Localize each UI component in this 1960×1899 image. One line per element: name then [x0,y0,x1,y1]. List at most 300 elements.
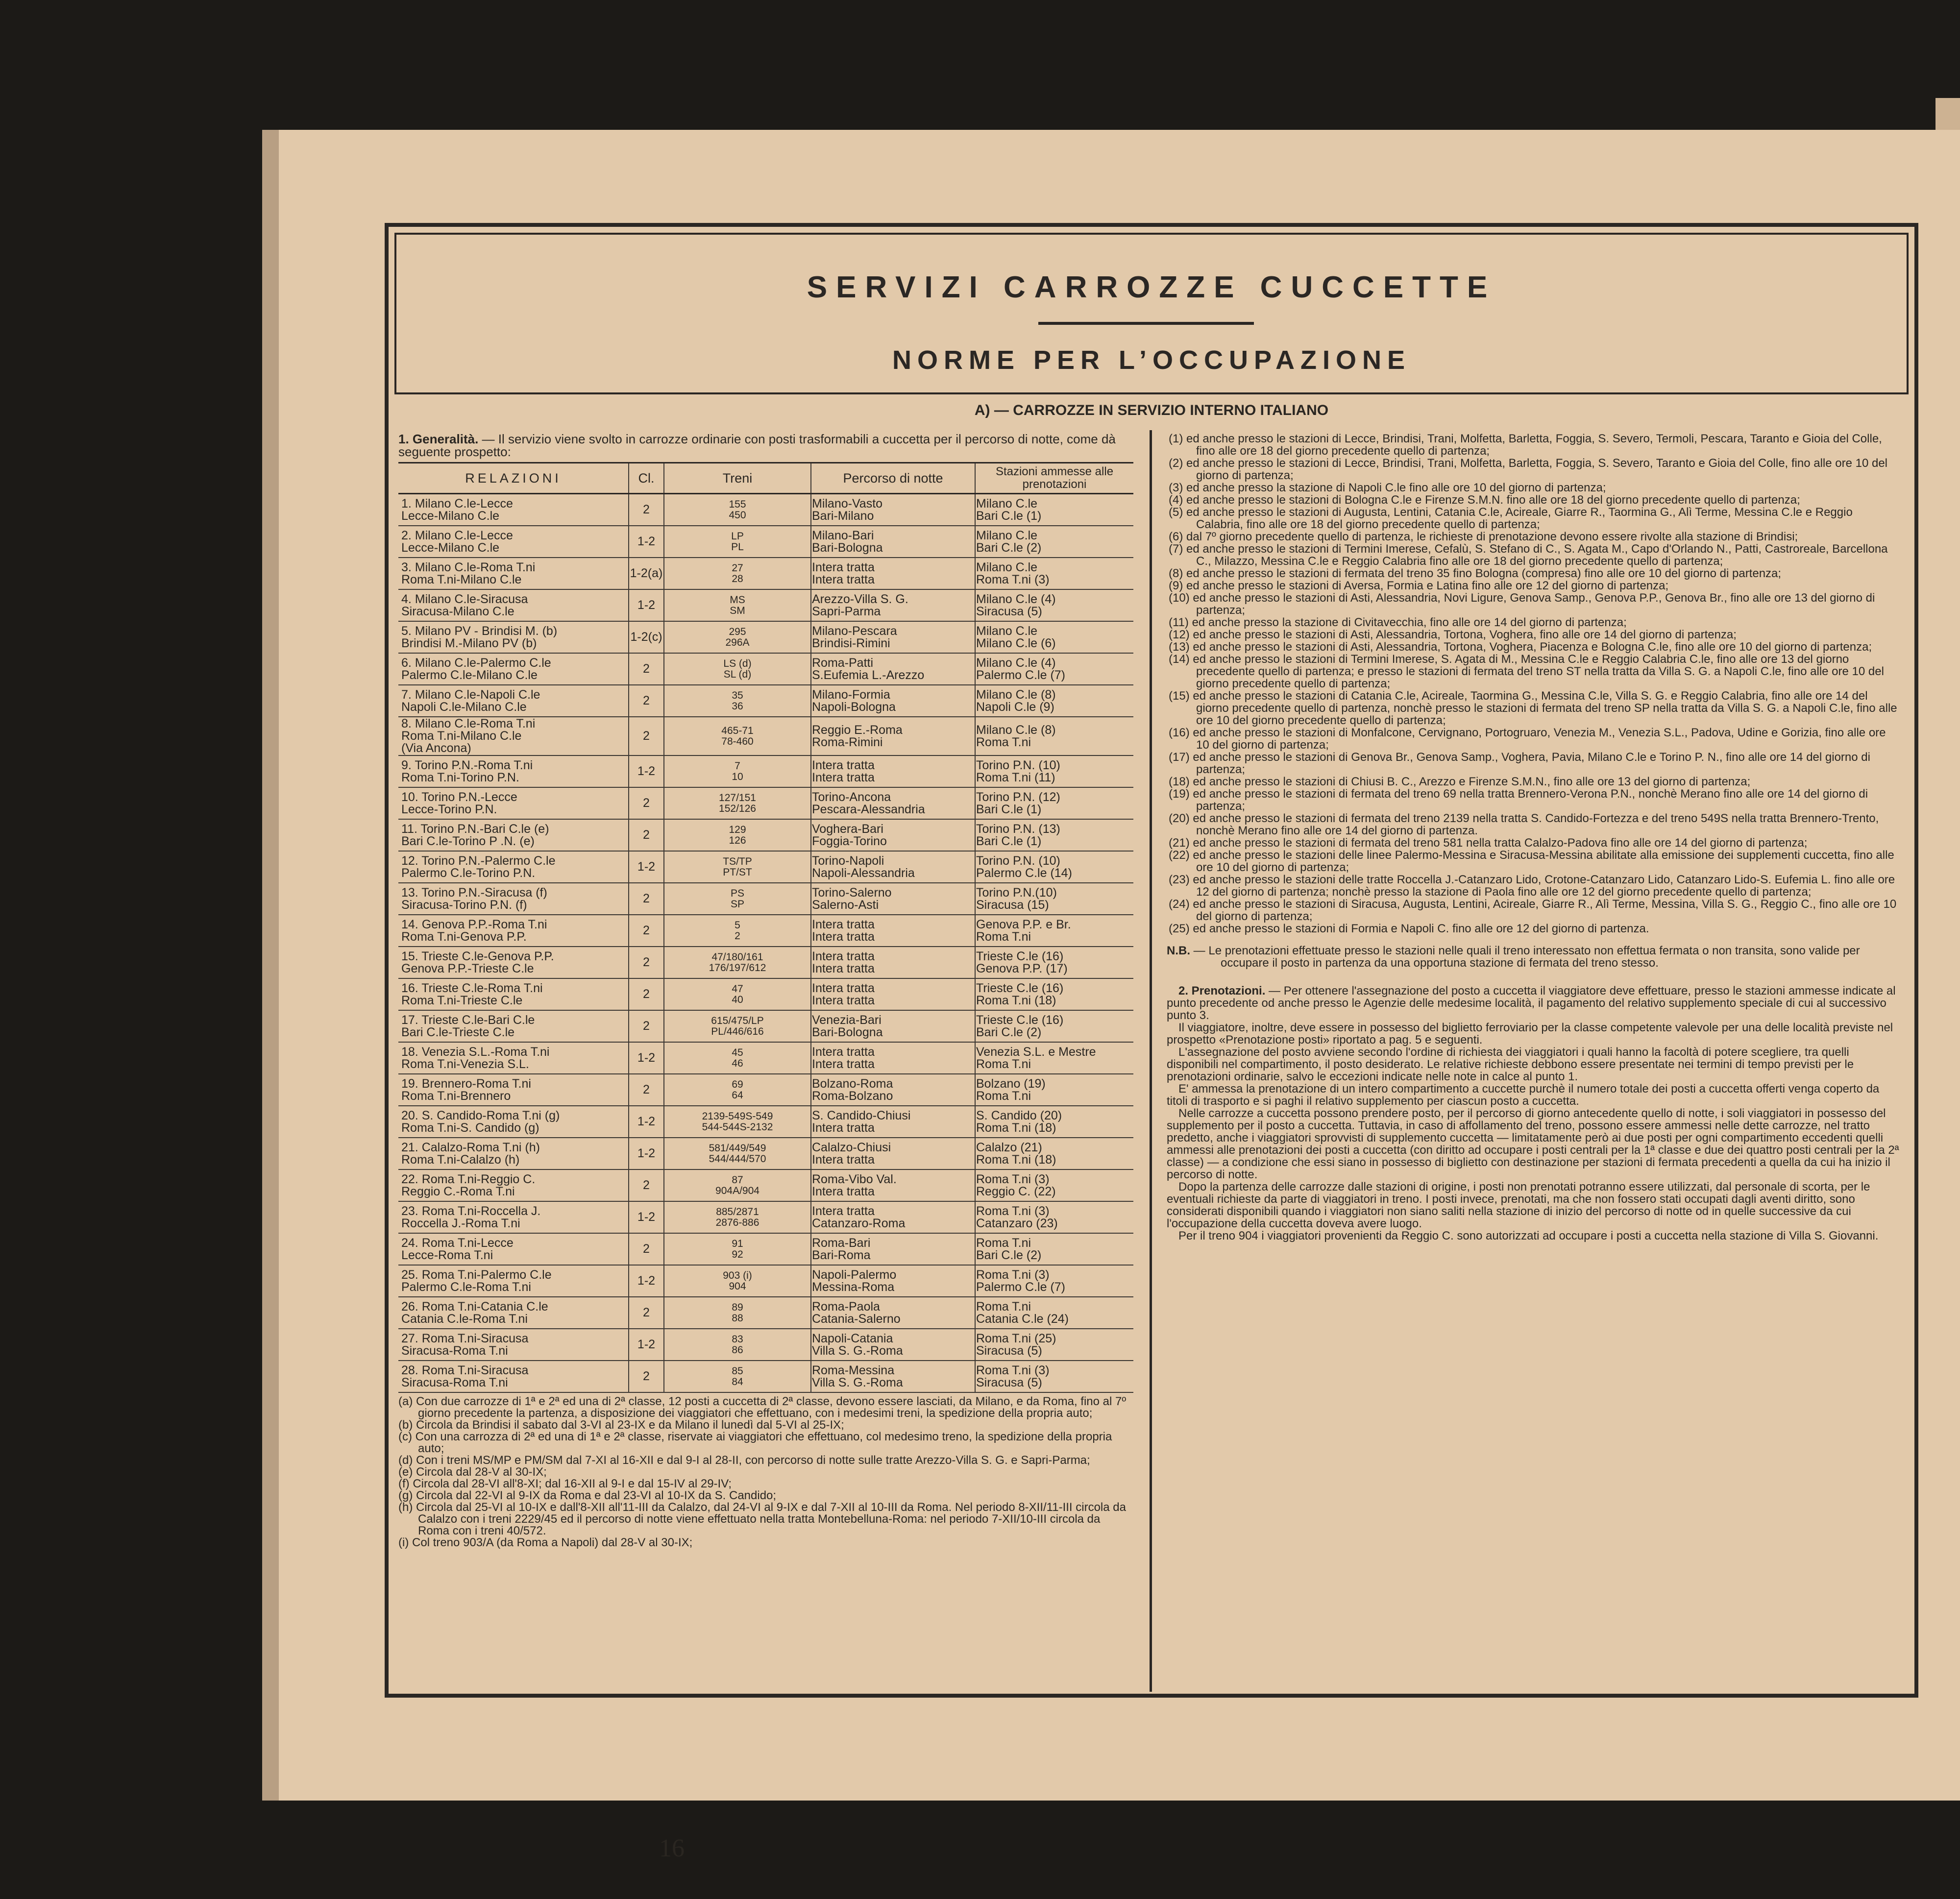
relation-cell-line: 2. Milano C.le-Lecce [401,528,513,542]
night-route-cell [811,1201,975,1233]
night-route-cell [811,589,975,621]
night-route-cell [811,755,975,787]
stations-cell [975,621,1133,653]
stations-cell [975,558,1133,589]
night-route-cell [811,819,975,851]
relation-cell-line: 24. Roma T.ni-Lecce [401,1236,514,1250]
station-footnote: (10) ed anche presso le stazioni di Asti, Alessandria, Novi Ligure, Genova Samp., Genova P.P., Genova Br., fino alle ore 13 del giorno di partenza; [1169,591,1875,617]
station-footnote: (22) ed anche presso le stazioni delle linee Palermo-Messina e Siracusa-Messina abilitate alla emissione dei supplementi cuccetta, fino alle ore 10 del giorno di partenza; [1169,849,1894,874]
stations-cell-line: Roma T.ni (3) [976,1204,1050,1218]
header-box [394,233,1909,394]
stations-cell-line: Roma T.ni (25) [976,1331,1056,1345]
stations-cell-line: Catanzaro (23) [976,1216,1058,1230]
night-route-cell-line: S. Candido-Chiusi [812,1108,911,1122]
trains-cell [664,621,811,653]
night-route-cell-line: Napoli-Catania [812,1331,893,1345]
trains-cell-line: 2139-549S-549 [702,1110,773,1122]
table-row [398,494,1133,526]
section-2-text: Nelle carrozze a cuccetta possono prendere posto, per il percorso di giorno antecedente quello di notte, i soli viaggiatori in possesso del supplemento per il posto a cuccetta. Tuttavia, in caso di affollamento del treno, possono essere ammessi nelle dette carrozze, nel tratto predetto, anche i viaggiatori sprovvisti di supplemento cuccetta — limitatamente però ai due posti per ogni compartimento eccedenti quelli ammessi alle prenotazioni dei posti a cuccetta (con diritto ad occupare i posti centrali per la 1ª classe e due dei quattro posti centrali per la 2ª classe) — a condizione che essi siano in possesso di biglietto con destinazione per stazioni di fermata precedenti a quella da cui ha inizio il percorso di notte. [1167,1107,1899,1181]
trains-cell [664,1361,811,1392]
station-footnote: (1) ed anche presso le stazioni di Lecce, Brindisi, Trani, Molfetta, Barletta, Foggia, S. Severo, Termoli, Pescara, Taranto e Gioia del Colle, fino alle ore 18 del giorno precedente quello di partenza; [1169,432,1882,458]
night-route-cell-line: Roma-Patti [812,656,874,670]
trains-cell-line: 465-71 [721,725,754,736]
table-footnote: (b) Circola da Brindisi il sabato dal 3-VI al 23-IX e da Milano il lunedì dal 5-VI al 25-IX; [398,1418,844,1432]
relation-cell [398,787,629,819]
table-row [398,819,1133,851]
night-route-cell-line: Catanzaro-Roma [812,1216,906,1230]
stations-cell [975,1169,1133,1201]
class-cell: 2 [629,883,664,915]
relation-cell [398,1361,629,1392]
table-row [398,1233,1133,1265]
night-route-cell-line: Bari-Roma [812,1248,871,1262]
relation-cell-line: 10. Torino P.N.-Lecce [401,790,517,804]
trains-cell-line: 129 [729,824,746,835]
trains-cell-line: 2876-886 [715,1217,760,1228]
section-2-paragraph [1167,985,1902,1022]
station-footnote: (21) ed anche presso le stazioni di fermata del treno 581 nella tratta Calalzo-Padova fino alle ore 14 del giorno di partenza; [1169,836,1808,850]
trains-cell [664,1329,811,1361]
trains-cell [664,494,811,526]
relation-cell-line: Bari C.le-Trieste C.le [401,1025,515,1039]
stations-cell [975,1233,1133,1265]
class-cell: 2 [629,1297,664,1329]
relation-cell-line: 20. S. Candido-Roma T.ni (g) [401,1108,560,1122]
relation-cell-line: Palermo C.le-Torino P.N. [401,866,536,880]
stations-cell-line: Milano C.le (8) [976,687,1056,702]
relations-table [398,462,1133,1393]
table-row [398,1201,1133,1233]
relation-cell-line: 11. Torino P.N.-Bari C.le (e) [401,822,549,836]
relation-cell [398,494,629,526]
relation-cell [398,1233,629,1265]
station-footnote: (8) ed anche presso le stazioni di fermata del treno 35 fino Bologna (compresa) fino alle ore 10 del giorno di partenza; [1169,567,1782,580]
stations-cell-line: Roma T.ni [976,735,1031,749]
trains-cell-line: 296A [725,636,750,648]
station-footnote: (12) ed anche presso le stazioni di Asti, Alessandria, Tortona, Voghera, fino alle ore 14 del giorno di partenza; [1169,628,1737,641]
trains-cell-line: 176/197/612 [709,962,766,974]
trains-cell-line: 64 [732,1089,743,1101]
night-route-cell-line: Roma-Bari [812,1236,871,1250]
trains-cell-line: PS [730,887,744,899]
section-a-title: A) — CARROZZE IN SERVIZIO INTERNO ITALIANO [974,402,1329,418]
night-route-cell-line: Pescara-Alessandria [812,802,925,816]
trains-cell-line: 84 [732,1376,743,1388]
trains-cell-line: 28 [732,573,743,584]
night-route-cell-line: Villa S. G.-Roma [812,1375,903,1389]
relation-cell-line: 17. Trieste C.le-Bari C.le [401,1013,535,1027]
night-route-cell-line: Brindisi-Rimini [812,636,890,650]
trains-cell-line: 86 [732,1344,743,1356]
stations-cell-line: Napoli C.le (9) [976,700,1054,714]
trains-cell-line: 885/2871 [716,1206,759,1217]
night-route-cell-line: Bari-Milano [812,509,874,523]
night-route-cell-line: Roma-Bolzano [812,1089,893,1103]
class-cell: 1-2(c) [629,621,664,653]
class-cell: 1-2(a) [629,558,664,589]
stations-cell [975,1361,1133,1392]
night-route-cell-line: Catania-Salerno [812,1312,901,1326]
trains-cell-line: SP [730,898,744,910]
trains-cell [664,558,811,589]
title-divider [1038,322,1254,325]
night-route-cell-line: Napoli-Alessandria [812,866,915,880]
relation-cell-line: Siracusa-Roma T.ni [401,1343,508,1358]
trains-cell [664,883,811,915]
relation-cell-line: 5. Milano PV - Brindisi M. (b) [401,624,558,638]
relation-cell [398,685,629,717]
section-2-paragraph [1167,1046,1902,1083]
relation-cell [398,915,629,947]
trains-cell-line: PL/446/616 [711,1025,764,1037]
intro-text: — Il servizio viene svolto in carrozze ordinarie con posti trasformabili a cuccetta per il percorso di notte, come dà seguente prospetto: [398,432,1116,459]
stations-cell-line: Bari C.le (2) [976,1025,1042,1039]
relation-cell [398,526,629,558]
night-route-cell-line: Intera tratta [812,1057,875,1071]
trains-cell-line: 27 [732,562,743,574]
night-route-cell [811,717,975,755]
trains-cell-line: 88 [732,1312,743,1324]
stations-cell [975,1042,1133,1074]
trains-cell-line: 615/475/LP [711,1015,764,1026]
right-column [1167,433,1902,1242]
night-route-cell [811,685,975,717]
relation-cell-line: 9. Torino P.N.-Roma T.ni [401,758,533,772]
night-route-cell-line: Venezia-Bari [812,1013,882,1027]
stations-cell-line: Roma T.ni (3) [976,572,1050,586]
relation-cell [398,621,629,653]
station-footnote: (19) ed anche presso le stazioni di fermata del treno 69 nella tratta Brennero-Verona P.N., nonchè Merano fino alle ore 14 del giorno di partenza; [1169,787,1868,813]
trains-cell-line: 7 [735,760,740,772]
stations-cell [975,819,1133,851]
station-footnote: (25) ed anche presso le stazioni di Formia e Napoli C. fino alle ore 12 del giorno di partenza. [1169,922,1649,935]
stations-cell [975,1201,1133,1233]
stations-cell [975,787,1133,819]
station-footnote: (14) ed anche presso le stazioni di Termini Imerese, S. Agata di M., Messina C.le e Reggio Calabria C.le, fino alle ore 13 del giorno precedente quello di partenza; e presso le stazioni di fermata del treno ST nella tratta da Villa S. G. a Napoli C.le, fino alle ore 10 del giorno precedente quello di partenza; [1169,653,1884,690]
trains-cell [664,526,811,558]
table-footnote: (e) Circola dal 28-V al 30-IX; [398,1465,547,1479]
relation-cell-line: Roma T.ni-Calalzo (h) [401,1152,520,1167]
night-route-cell-line: Roma-Vibo Val. [812,1172,897,1186]
class-cell: 1-2 [629,589,664,621]
table-row [398,755,1133,787]
night-route-cell-line: Intera tratta [812,929,875,944]
column-header: Stazioni ammesse alle prenotazioni [975,463,1133,494]
night-route-cell [811,915,975,947]
section-2-prenotazioni [1167,985,1902,1242]
page-number: 16 [659,1834,685,1862]
night-route-cell-line: Intera tratta [812,1045,875,1059]
trains-cell-line: 903 (i) [723,1269,752,1281]
table-row [398,653,1133,685]
station-footnotes [1167,433,1902,935]
stations-cell-line: Genova P.P. (17) [976,961,1068,975]
table-row [398,1106,1133,1138]
relation-cell-line: 13. Torino P.N.-Siracusa (f) [401,885,547,900]
stations-cell [975,1138,1133,1169]
trains-cell [664,1297,811,1329]
night-route-cell-line: Roma-Messina [812,1363,895,1377]
relation-cell-line: Siracusa-Roma T.ni [401,1375,508,1389]
relation-cell-line: 22. Roma T.ni-Reggio C. [401,1172,536,1186]
stations-cell-line: Torino P.N. (10) [976,758,1060,772]
stations-cell-line: Roma T.ni (18) [976,1152,1056,1167]
section-2-paragraph [1167,1230,1902,1242]
stations-cell-line: Roma T.ni (11) [976,770,1055,784]
trains-cell-line: PL [731,541,744,553]
content-frame [385,223,1918,1698]
stations-cell-line: Roma T.ni [976,1299,1031,1314]
relation-cell [398,978,629,1010]
stations-cell-line: Siracusa (5) [976,1375,1042,1389]
trains-cell-line: 35 [732,689,743,701]
night-route-cell-line: Reggio E.-Roma [812,723,903,737]
class-cell: 2 [629,494,664,526]
relation-cell-line: 26. Roma T.ni-Catania C.le [401,1299,548,1314]
station-footnote: (17) ed anche presso le stazioni di Genova Br., Genova Samp., Voghera, Pavia, Milano C.le e Torino P. N., fino alle ore 14 del giorno di partenza; [1169,751,1870,776]
night-route-cell-line: Intera tratta [812,1152,875,1167]
table-row [398,621,1133,653]
section-2-heading: 2. Prenotazioni. [1178,984,1266,998]
stations-cell [975,755,1133,787]
column-divider [1150,430,1152,1692]
stations-cell-line: Torino P.N. (13) [976,822,1060,836]
relation-cell [398,1106,629,1138]
trains-cell-line: 5 [735,919,740,931]
class-cell: 1-2 [629,1201,664,1233]
relation-cell [398,1042,629,1074]
section-2-text: L'assegnazione del posto avviene secondo l'ordine di richiesta dei viaggiatori i quali hanno la facoltà di potere scegliere, tra quelli disponibili nel compartimento, il posto desiderato. Le relative richieste debbono essere presentate nei termini di tempo previsti per le prenotazioni ordinarie, salvo le eccezioni indicate nelle note in calce al punto 1. [1167,1046,1854,1083]
page-subtitle: NORME PER L’OCCUPAZIONE [892,345,1411,375]
night-route-cell-line: Bari-Bologna [812,1025,883,1039]
nb-text: — Le prenotazioni effettuate presso le stazioni nelle quali il treno interessato non effettua fermata o non transita, sono valide per occupare il posto in partenza da una opportuna stazione di fermata del treno stesso. [1193,944,1860,970]
night-route-cell [811,526,975,558]
relation-cell-line: Napoli C.le-Milano C.le [401,700,527,714]
class-cell: 2 [629,685,664,717]
stations-cell-line: Roma T.ni (18) [976,1120,1056,1135]
stations-cell [975,851,1133,883]
table-row [398,1297,1133,1329]
class-cell: 2 [629,787,664,819]
relation-cell [398,947,629,978]
trains-cell-line: 69 [732,1078,743,1090]
table-footnote: (a) Con due carrozze di 1ª e 2ª ed una di 2ª classe, 12 posti a cuccetta di 2ª classe, devono essere lasciati, da Milano, e da Roma, fino al 7º giorno precedente la partenza, a disposizione dei viaggiatori che effettuano, con i medesimi treni, la spedizione della propria auto; [398,1395,1127,1420]
relation-cell-line: 21. Calalzo-Roma T.ni (h) [401,1140,540,1154]
trains-cell-line: 92 [732,1248,743,1260]
station-footnote: (13) ed anche presso le stazioni di Asti, Alessandria, Tortona, Voghera, Piacenza e Bologna C.le, fino alle ore 10 del giorno di partenza; [1169,640,1872,654]
relation-cell [398,717,629,755]
page-gutter [262,130,279,1801]
trains-cell [664,915,811,947]
table-row [398,1361,1133,1392]
night-route-cell-line: Intera tratta [812,770,875,784]
class-cell: 1-2 [629,1106,664,1138]
class-cell: 2 [629,915,664,947]
relation-cell-line: Genova P.P.-Trieste C.le [401,961,534,975]
relation-cell [398,1201,629,1233]
trains-cell-line: 10 [732,771,743,782]
night-route-cell-line: Torino-Salerno [812,885,892,900]
section-2-paragraph [1167,1181,1902,1230]
nb-note [1167,945,1902,969]
column-header: Cl. [629,463,664,494]
trains-cell-line: 85 [732,1365,743,1377]
night-route-cell [811,1138,975,1169]
table-row [398,717,1133,755]
stations-cell-line: Trieste C.le (16) [976,949,1064,963]
night-route-cell [811,1010,975,1042]
relation-cell-line: Lecce-Milano C.le [401,540,500,555]
trains-cell-line: 155 [729,498,746,510]
trains-cell [664,851,811,883]
stations-cell-line: Palermo C.le (7) [976,1280,1065,1294]
trains-cell [664,685,811,717]
class-cell: 1-2 [629,1265,664,1297]
table-footnote: (g) Circola dal 22-VI al 9-IX da Roma e dal 23-VI al 10-IX da S. Candido; [398,1489,777,1502]
stations-cell-line: Milano C.le (4) [976,656,1056,670]
table-body [398,494,1133,1393]
night-route-cell-line: Intera tratta [812,1204,875,1218]
relation-cell-line: 19. Brennero-Roma T.ni [401,1076,531,1091]
relation-cell-line: Brindisi M.-Milano PV (b) [401,636,537,650]
relation-cell-line: Roma T.ni-Venezia S.L. [401,1057,529,1071]
relation-cell-line: 4. Milano C.le-Siracusa [401,592,528,606]
relation-cell-line: Lecce-Milano C.le [401,509,500,523]
trains-cell [664,1265,811,1297]
class-cell: 1-2 [629,1329,664,1361]
stations-cell [975,978,1133,1010]
class-cell: 2 [629,819,664,851]
night-route-cell-line: Torino-Napoli [812,853,884,868]
night-route-cell-line: Milano-Bari [812,528,874,542]
relation-cell [398,1297,629,1329]
relation-cell [398,653,629,685]
relation-cell-line: 18. Venezia S.L.-Roma T.ni [401,1045,550,1059]
relation-cell-line: 6. Milano C.le-Palermo C.le [401,656,551,670]
stations-cell-line: Bari C.le (2) [976,1248,1042,1262]
stations-cell-line: Roma T.ni (3) [976,1172,1050,1186]
night-route-cell [811,1106,975,1138]
class-cell: 2 [629,1010,664,1042]
night-route-cell [811,883,975,915]
trains-cell-line: 295 [729,626,746,637]
trains-cell [664,819,811,851]
relation-cell-line: Catania C.le-Roma T.ni [401,1312,528,1326]
class-cell: 2 [629,978,664,1010]
trains-cell-line: 45 [732,1047,743,1058]
relation-cell [398,1329,629,1361]
relation-cell-line: Siracusa-Torino P.N. (f) [401,898,527,912]
station-footnote: (18) ed anche presso le stazioni di Chiusi B. C., Arezzo e Firenze S.M.N., fino alle ore 13 del giorno di partenza; [1169,775,1751,788]
relation-cell [398,883,629,915]
station-footnote: (20) ed anche presso le stazioni di fermata del treno 2139 nella tratta S. Candido-Fortezza e del treno 549S nella tratta Brennero-Trento, nonchè Merano fino alle ore 14 del giorno di partenza. [1169,812,1879,837]
table-row [398,1010,1133,1042]
trains-cell-line: 152/126 [719,803,756,814]
station-footnote: (23) ed anche presso le stazioni delle tratte Roccella J.-Catanzaro Lido, Crotone-Catanzaro Lido, Catanzaro Lido-S. Eufemia L. fino alle ore 12 del giorno di partenza; nonchè presso la stazione di Paola fino alle ore 12 del giorno precedente quello di partenza; [1169,873,1895,899]
table-row [398,883,1133,915]
stations-cell-line: Catania C.le (24) [976,1312,1069,1326]
table-header-row [398,463,1133,494]
trains-cell-line: 47/180/161 [711,951,763,963]
night-route-cell [811,1169,975,1201]
trains-cell-line: 544/444/570 [709,1153,766,1165]
station-footnote: (24) ed anche presso le stazioni di Siracusa, Augusta, Lentini, Acireale, Giarre R., Alì Terme, Messina, Villa S. G., Reggio C., fino alle ore 10 del giorno di partenza; [1169,898,1897,923]
stations-cell [975,1329,1133,1361]
stations-cell-line: Bari C.le (1) [976,802,1042,816]
stations-cell-line: Siracusa (5) [976,604,1042,618]
stations-cell-line: Bari C.le (2) [976,540,1042,555]
night-route-cell [811,1297,975,1329]
stations-cell-line: Milano C.le (6) [976,636,1056,650]
relation-cell-line: Roccella J.-Roma T.ni [401,1216,520,1230]
class-cell: 2 [629,717,664,755]
station-footnote: (2) ed anche presso le stazioni di Lecce, Brindisi, Trani, Molfetta, Barletta, Foggia, S. Severo, Taranto e Gioia del Colle, fino alle ore 10 del giorno di partenza; [1169,457,1888,482]
night-route-cell [811,851,975,883]
trains-cell-line: LS (d) [723,657,752,669]
section-2-text: Il viaggiatore, inoltre, deve essere in possesso del biglietto ferroviario per la classe competente valevole per una delle località previste nel prospetto «Prenotazione posti» riportato a pag. 5 e seguenti. [1167,1021,1893,1047]
trains-cell [664,1169,811,1201]
night-route-cell-line: Intera tratta [812,1120,875,1135]
trains-cell [664,1074,811,1106]
night-route-cell-line: Intera tratta [812,981,875,995]
night-route-cell [811,978,975,1010]
relation-cell [398,1010,629,1042]
station-footnote: (3) ed anche presso la stazione di Napoli C.le fino alle ore 10 del giorno di partenza; [1169,481,1606,494]
night-route-cell-line: Intera tratta [812,993,875,1007]
night-route-cell-line: Intera tratta [812,560,875,574]
stations-cell-line: Milano C.le [976,560,1038,574]
night-route-cell-line: Calalzo-Chiusi [812,1140,891,1154]
stations-cell [975,717,1133,755]
trains-cell [664,1233,811,1265]
table-footnotes [398,1396,1133,1549]
class-cell: 1-2 [629,851,664,883]
stations-cell [975,526,1133,558]
section-2-text: — Per ottenere l'assegnazione del posto a cuccetta il viaggiatore deve effettuare, presso le stazioni ammesse indicate al punto precedente od anche presso le Agenzie delle medesime località, il pagamento del relativo supplemento speciale di cui al successivo punto 3. [1167,984,1896,1022]
section-2-text: Dopo la partenza delle carrozze dalle stazioni di origine, i posti non prenotati potranno essere utilizzati, dal personale di scorta, per le eventuali richieste da parte di viaggiatori in treno. I posti invece, prenotati, ma che non fossero stati occupati dagli aventi diritto, sono considerati disponibili quando i viaggiatori non siano saliti nella stazione di inizio del percorso di notte od in quelle successive da cui l'occupazione della cuccetta doveva avere luogo. [1167,1180,1870,1230]
night-route-cell [811,558,975,589]
table-row [398,1265,1133,1297]
trains-cell-line: 83 [732,1333,743,1345]
relation-cell-line: Roma T.ni-Torino P.N. [401,770,519,784]
table-row [398,589,1133,621]
trains-cell-line: 47 [732,983,743,995]
stations-cell-line: Milano C.le [976,528,1038,542]
trains-cell-line: 78-460 [721,735,754,747]
stations-cell-line: Siracusa (15) [976,898,1049,912]
stations-cell [975,1106,1133,1138]
table-row [398,1138,1133,1169]
stations-cell-line: Milano C.le [976,496,1038,511]
relation-cell-line: 25. Roma T.ni-Palermo C.le [401,1267,552,1282]
night-route-cell-line: Napoli-Palermo [812,1267,897,1282]
station-footnote: (4) ed anche presso le stazioni di Bologna C.le e Firenze S.M.N. fino alle ore 18 del giorno precedente quello di partenza; [1169,493,1800,507]
relation-cell [398,1265,629,1297]
relation-cell-line: 28. Roma T.ni-Siracusa [401,1363,529,1377]
night-route-cell [811,947,975,978]
page-title: SERVIZI CARROZZE CUCCETTE [807,270,1496,304]
trains-cell [664,1010,811,1042]
table-footnote: (h) Circola dal 25-VI al 10-IX e dall'8-XII all'11-III da Calalzo, dal 24-VI al 9-IX e dal 7-XII al 10-III da Roma. Nel periodo 8-XII/11-III circola da Calalzo con i treni 2229/45 ed il percorso di notte viene effettuato nella tratta Montebelluna-Roma: nel periodo 7-XII/10-III circola da Roma con i treni 40/572. [398,1501,1126,1537]
trains-cell-line: 127/151 [719,792,756,803]
stations-cell-line: Roma T.ni [976,1057,1031,1071]
relation-cell-line: 7. Milano C.le-Napoli C.le [401,687,540,702]
trains-cell [664,653,811,685]
trains-cell-line: 904 [729,1280,746,1292]
night-route-cell-line: Roma-Rimini [812,735,883,749]
station-footnote: (9) ed anche presso le stazioni di Aversa, Formia e Latina fino alle ore 12 del giorno di partenza; [1169,579,1669,592]
column-header: Percorso di notte [811,463,975,494]
